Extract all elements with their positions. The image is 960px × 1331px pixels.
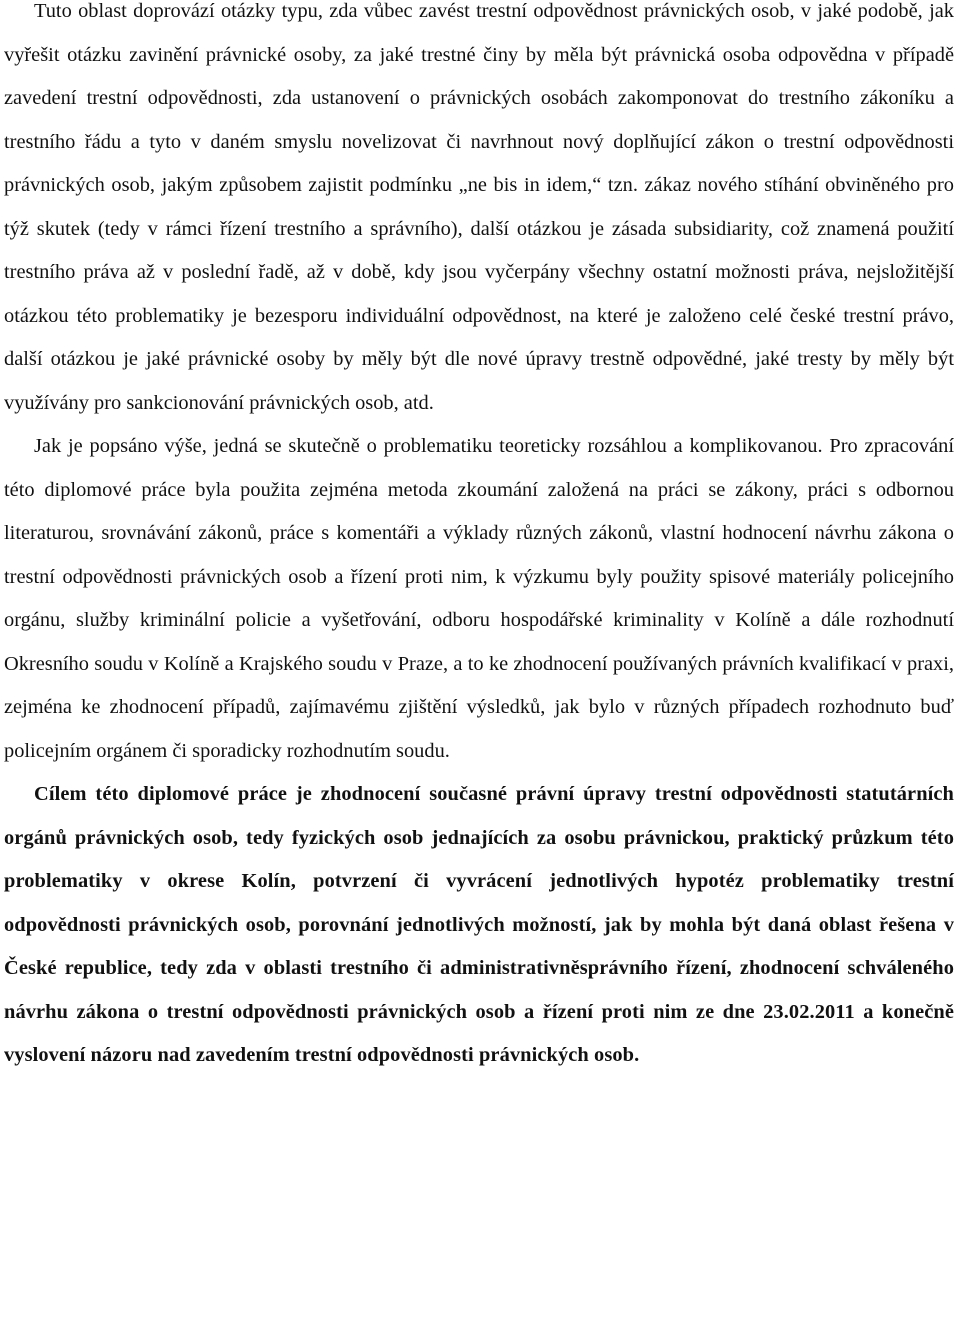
- paragraph-questions: Tuto oblast doprovází otázky typu, zda vůbec zavést trestní odpovědnost právnických osob, v jaké podobě, jak vyřešit otázku zavinění právnické osoby, za jaké trestné činy by měla být právnická osoba odpovědna v případě zavedení trestní odpovědnosti, zda ustanovení o právnických osobách zakomponovat do trestního zákoníku a trestního řádu a tyto v daném smyslu novelizovat či navrhnout nový doplňující zákon o trestní odpovědnosti právnických osob, jakým způsobem zajistit podmínku „ne bis in idem,“ tzn. zákaz nového stíhání obviněného pro týž skutek (tedy v rámci řízení trestního a správního), další otázkou je zásada subsidiarity, což znamená použití trestního práva až v poslední řadě, až v době, kdy jsou vyčerpány všechny ostatní možnosti práva, nejsložitější otázkou této problematiky je bezesporu individuální odpovědnost, na které je založeno celé české trestní právo, další otázkou je jaké právnické osoby by měly být dle nové úpravy trestně odpovědné, jaké tresty by měly být využívány pro sankcionování právnických osob, atd.: [4, 0, 954, 414]
- paragraph-methodology: Jak je popsáno výše, jedná se skutečně o problematiku teoreticky rozsáhlou a komplikovanou. Pro zpracování této diplomové práce byla použita zejména metoda zkoumání založená na práci se zákony, práci s odbornou literaturou, srovnávání zákonů, práce s komentáři a výklady různých zákonů, vlastní hodnocení návrhu zákona o trestní odpovědnosti právnických osob a řízení proti nim, k výzkumu byly použity spisové materiály policejního orgánu, služby kriminální policie a vyšetřování, odboru hospodářské kriminality v Kolíně a dále rozhodnutí Okresního soudu v Kolíně a Krajského soudu v Praze, a to ke zhodnocení používaných právních kvalifikací v praxi, zejména ke zhodnocení případů, zajímavému zjištění výsledků, jak bylo v různých případech rozhodnuto buď policejním orgánem či sporadicky rozhodnutím soudu.: [4, 435, 954, 762]
- paragraph-aim: Cílem této diplomové práce je zhodnocení současné právní úpravy trestní odpovědnosti statutárních orgánů právnických osob, tedy fyzických osob jednajících za osobu právnickou, praktický průzkum této problematiky v okrese Kolín, potvrzení či vyvrácení jednotlivých hypotéz problematiky trestní odpovědnosti právnických osob, porovnání jednotlivých možností, jak by mohla být daná oblast řešena v České republice, tedy zda v oblasti trestního či administrativněsprávního řízení, zhodnocení schváleného návrhu zákona o trestní odpovědnosti právnických osob a řízení proti nim ze dne 23.02.2011 a konečně vyslovení názoru nad zavedením trestní odpovědnosti právnických osob.: [4, 783, 954, 1066]
